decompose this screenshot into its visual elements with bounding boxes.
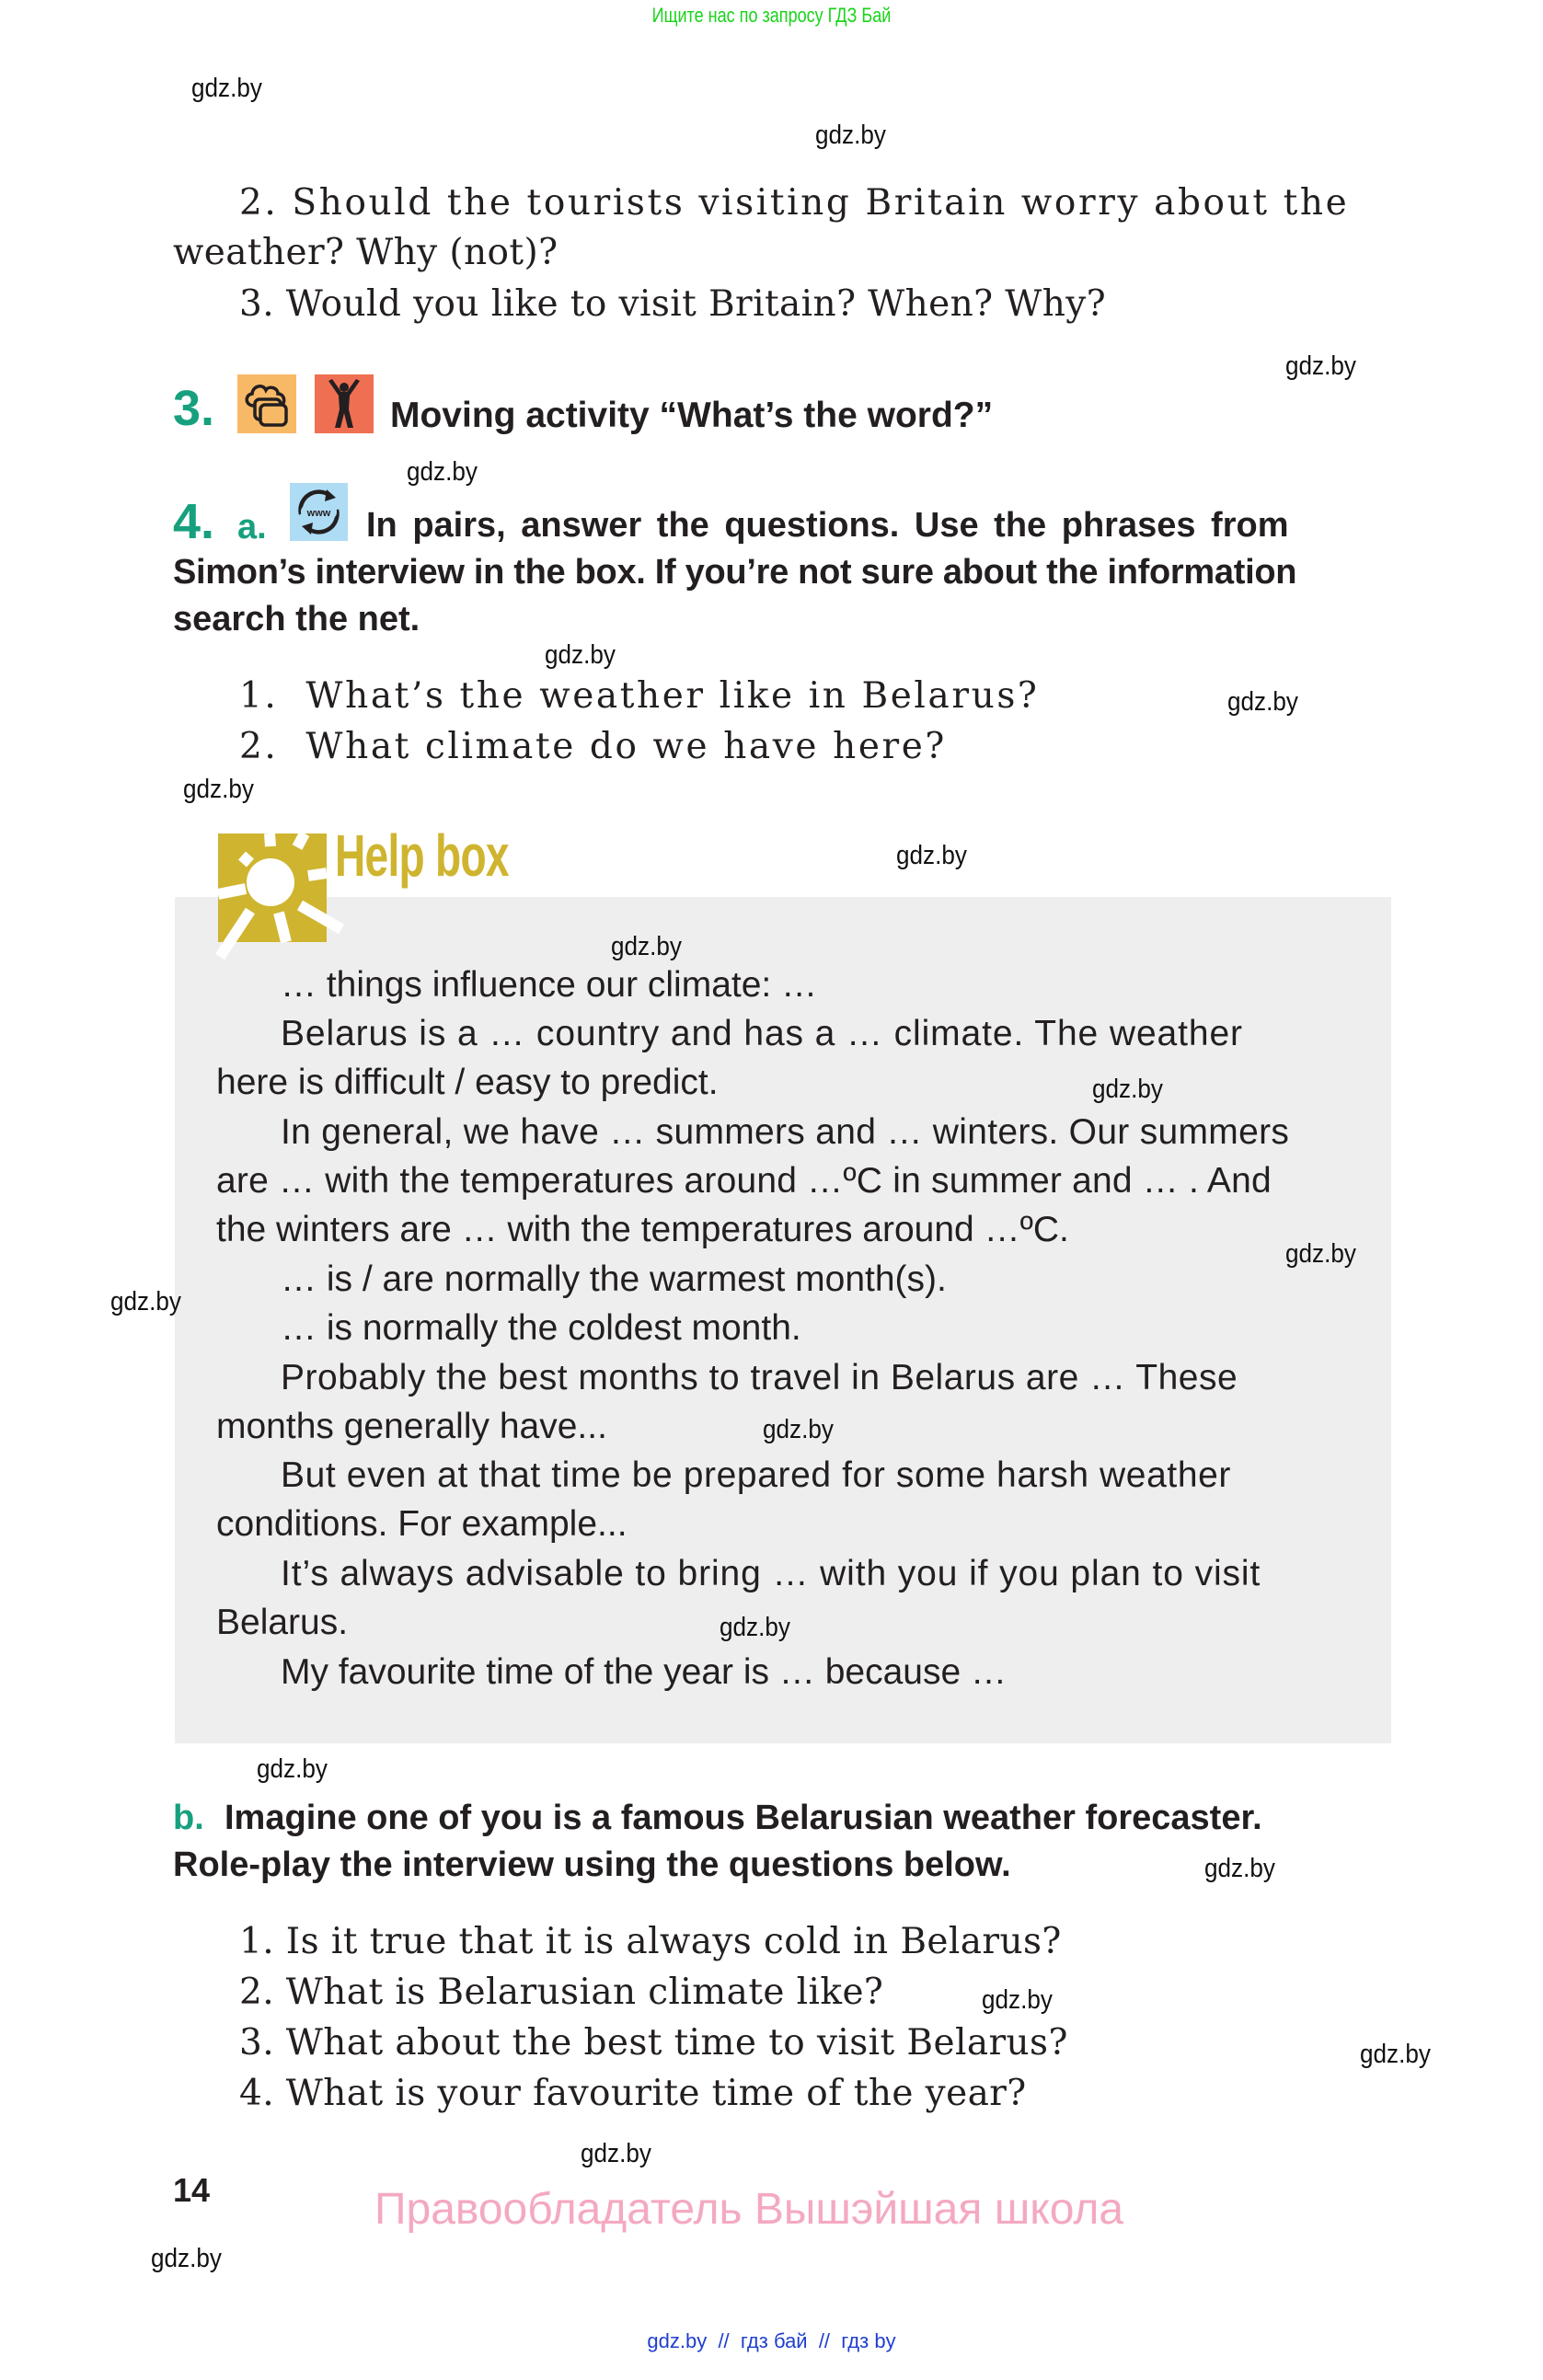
watermark: gdz.by <box>257 1754 328 1784</box>
question-text: What climate do we have here? <box>305 726 947 767</box>
watermark: gdz.by <box>151 2244 222 2273</box>
watermark: gdz.by <box>763 1415 834 1444</box>
question-2-line1: 2. Should the tourists visiting Britain worry about the <box>239 182 1350 224</box>
question-item: 3. What about the best time to visit Belarus? <box>239 2022 1068 2064</box>
watermark: gdz.by <box>720 1613 790 1642</box>
task-4a-instruction-line3: search the net. <box>173 600 420 638</box>
sun-icon <box>218 834 327 942</box>
watermark: gdz.by <box>407 457 478 487</box>
task-4a-instruction-line1: In pairs, answer the questions. Use the phrases from <box>366 506 1289 545</box>
question-2-line2: weather? Why (not)? <box>173 232 558 273</box>
question-item <box>239 726 947 767</box>
watermark: gdz.by <box>183 775 254 804</box>
help-line: … is / are normally the warmest month(s). <box>281 1259 947 1299</box>
group-work-icon <box>237 374 296 433</box>
help-line: conditions. For example... <box>216 1504 628 1544</box>
footer-links[interactable]: gdz.by // гдз бай // гдз by <box>647 2329 896 2352</box>
help-line: the winters are … with the temperatures around …ºC. <box>216 1210 1069 1249</box>
question-number: 1. <box>239 675 279 717</box>
question-item: 2. What is Belarusian climate like? <box>239 1972 884 2013</box>
watermark: gdz.by <box>545 640 616 670</box>
question-item: 4. What is your favourite time of the year? <box>239 2073 1027 2114</box>
watermark: gdz.by <box>611 932 682 961</box>
task-4b-instruction-line1: Imagine one of you is a famous Belarusian weather forecaster. <box>225 1799 1262 1837</box>
help-line: My favourite time of the year is … because … <box>281 1652 1007 1692</box>
watermark: gdz.by <box>1204 1854 1275 1883</box>
watermark: gdz.by <box>1285 351 1356 381</box>
task-3-number: 3. <box>173 381 215 436</box>
task-4b-label: b. <box>173 1799 204 1837</box>
watermark: gdz.by <box>1092 1075 1163 1104</box>
www-search-icon <box>290 483 348 541</box>
svg-text:www: www <box>306 508 331 519</box>
watermark: gdz.by <box>1285 1239 1356 1269</box>
task-4b-instruction-line2: Role-play the interview using the questions below. <box>173 1845 1011 1884</box>
help-line: … things influence our climate: … <box>281 965 818 1005</box>
moving-activity-icon <box>315 374 374 433</box>
watermark: gdz.by <box>1227 687 1298 717</box>
watermark: gdz.by <box>815 121 886 150</box>
help-line: Probably the best months to travel in Belarus are … These <box>281 1358 1238 1397</box>
watermark: gdz.by <box>896 841 967 870</box>
watermark: gdz.by <box>1360 2040 1431 2069</box>
watermark: gdz.by <box>110 1287 181 1316</box>
help-line: But even at that time be prepared for some harsh weather <box>281 1455 1231 1495</box>
help-line: Belarus. <box>216 1603 349 1642</box>
help-line: are … with the temperatures around …ºC in summer and … . And <box>216 1161 1272 1201</box>
task-4-number: 4. <box>173 494 215 549</box>
question-text: What’s the weather like in Belarus? <box>305 675 1040 717</box>
copyright-holder: Правообладатель Вышэйшая школа <box>374 2185 1124 2234</box>
top-banner: Ищите нас по запросу ГДЗ Бай <box>651 4 892 27</box>
question-item <box>239 675 1039 717</box>
watermark: gdz.by <box>982 1985 1053 2015</box>
watermark: gdz.by <box>191 74 262 103</box>
question-number: 2. <box>239 726 279 767</box>
question-3: 3. Would you like to visit Britain? When? Why? <box>239 283 1107 325</box>
help-line: months generally have... <box>216 1407 607 1446</box>
help-box-title: Help box <box>335 822 509 889</box>
task-4a-label: a. <box>237 508 267 546</box>
task-4a-instruction-line2: Simon’s interview in the box. If you’re not sure about the information <box>173 553 1297 592</box>
help-line: Belarus is a … country and has a … climate. The weather <box>281 1014 1243 1053</box>
help-line: … is normally the coldest month. <box>281 1308 801 1348</box>
question-item: 1. Is it true that it is always cold in Belarus? <box>239 1921 1062 1962</box>
help-line: In general, we have … summers and … winters. Our summers <box>281 1112 1290 1152</box>
help-line: It’s always advisable to bring … with you if you plan to visit <box>281 1554 1261 1593</box>
page-number: 14 <box>173 2171 211 2209</box>
watermark: gdz.by <box>581 2139 651 2168</box>
help-line: here is difficult / easy to predict. <box>216 1063 719 1102</box>
task-3-title: Moving activity “What’s the word?” <box>390 396 994 435</box>
